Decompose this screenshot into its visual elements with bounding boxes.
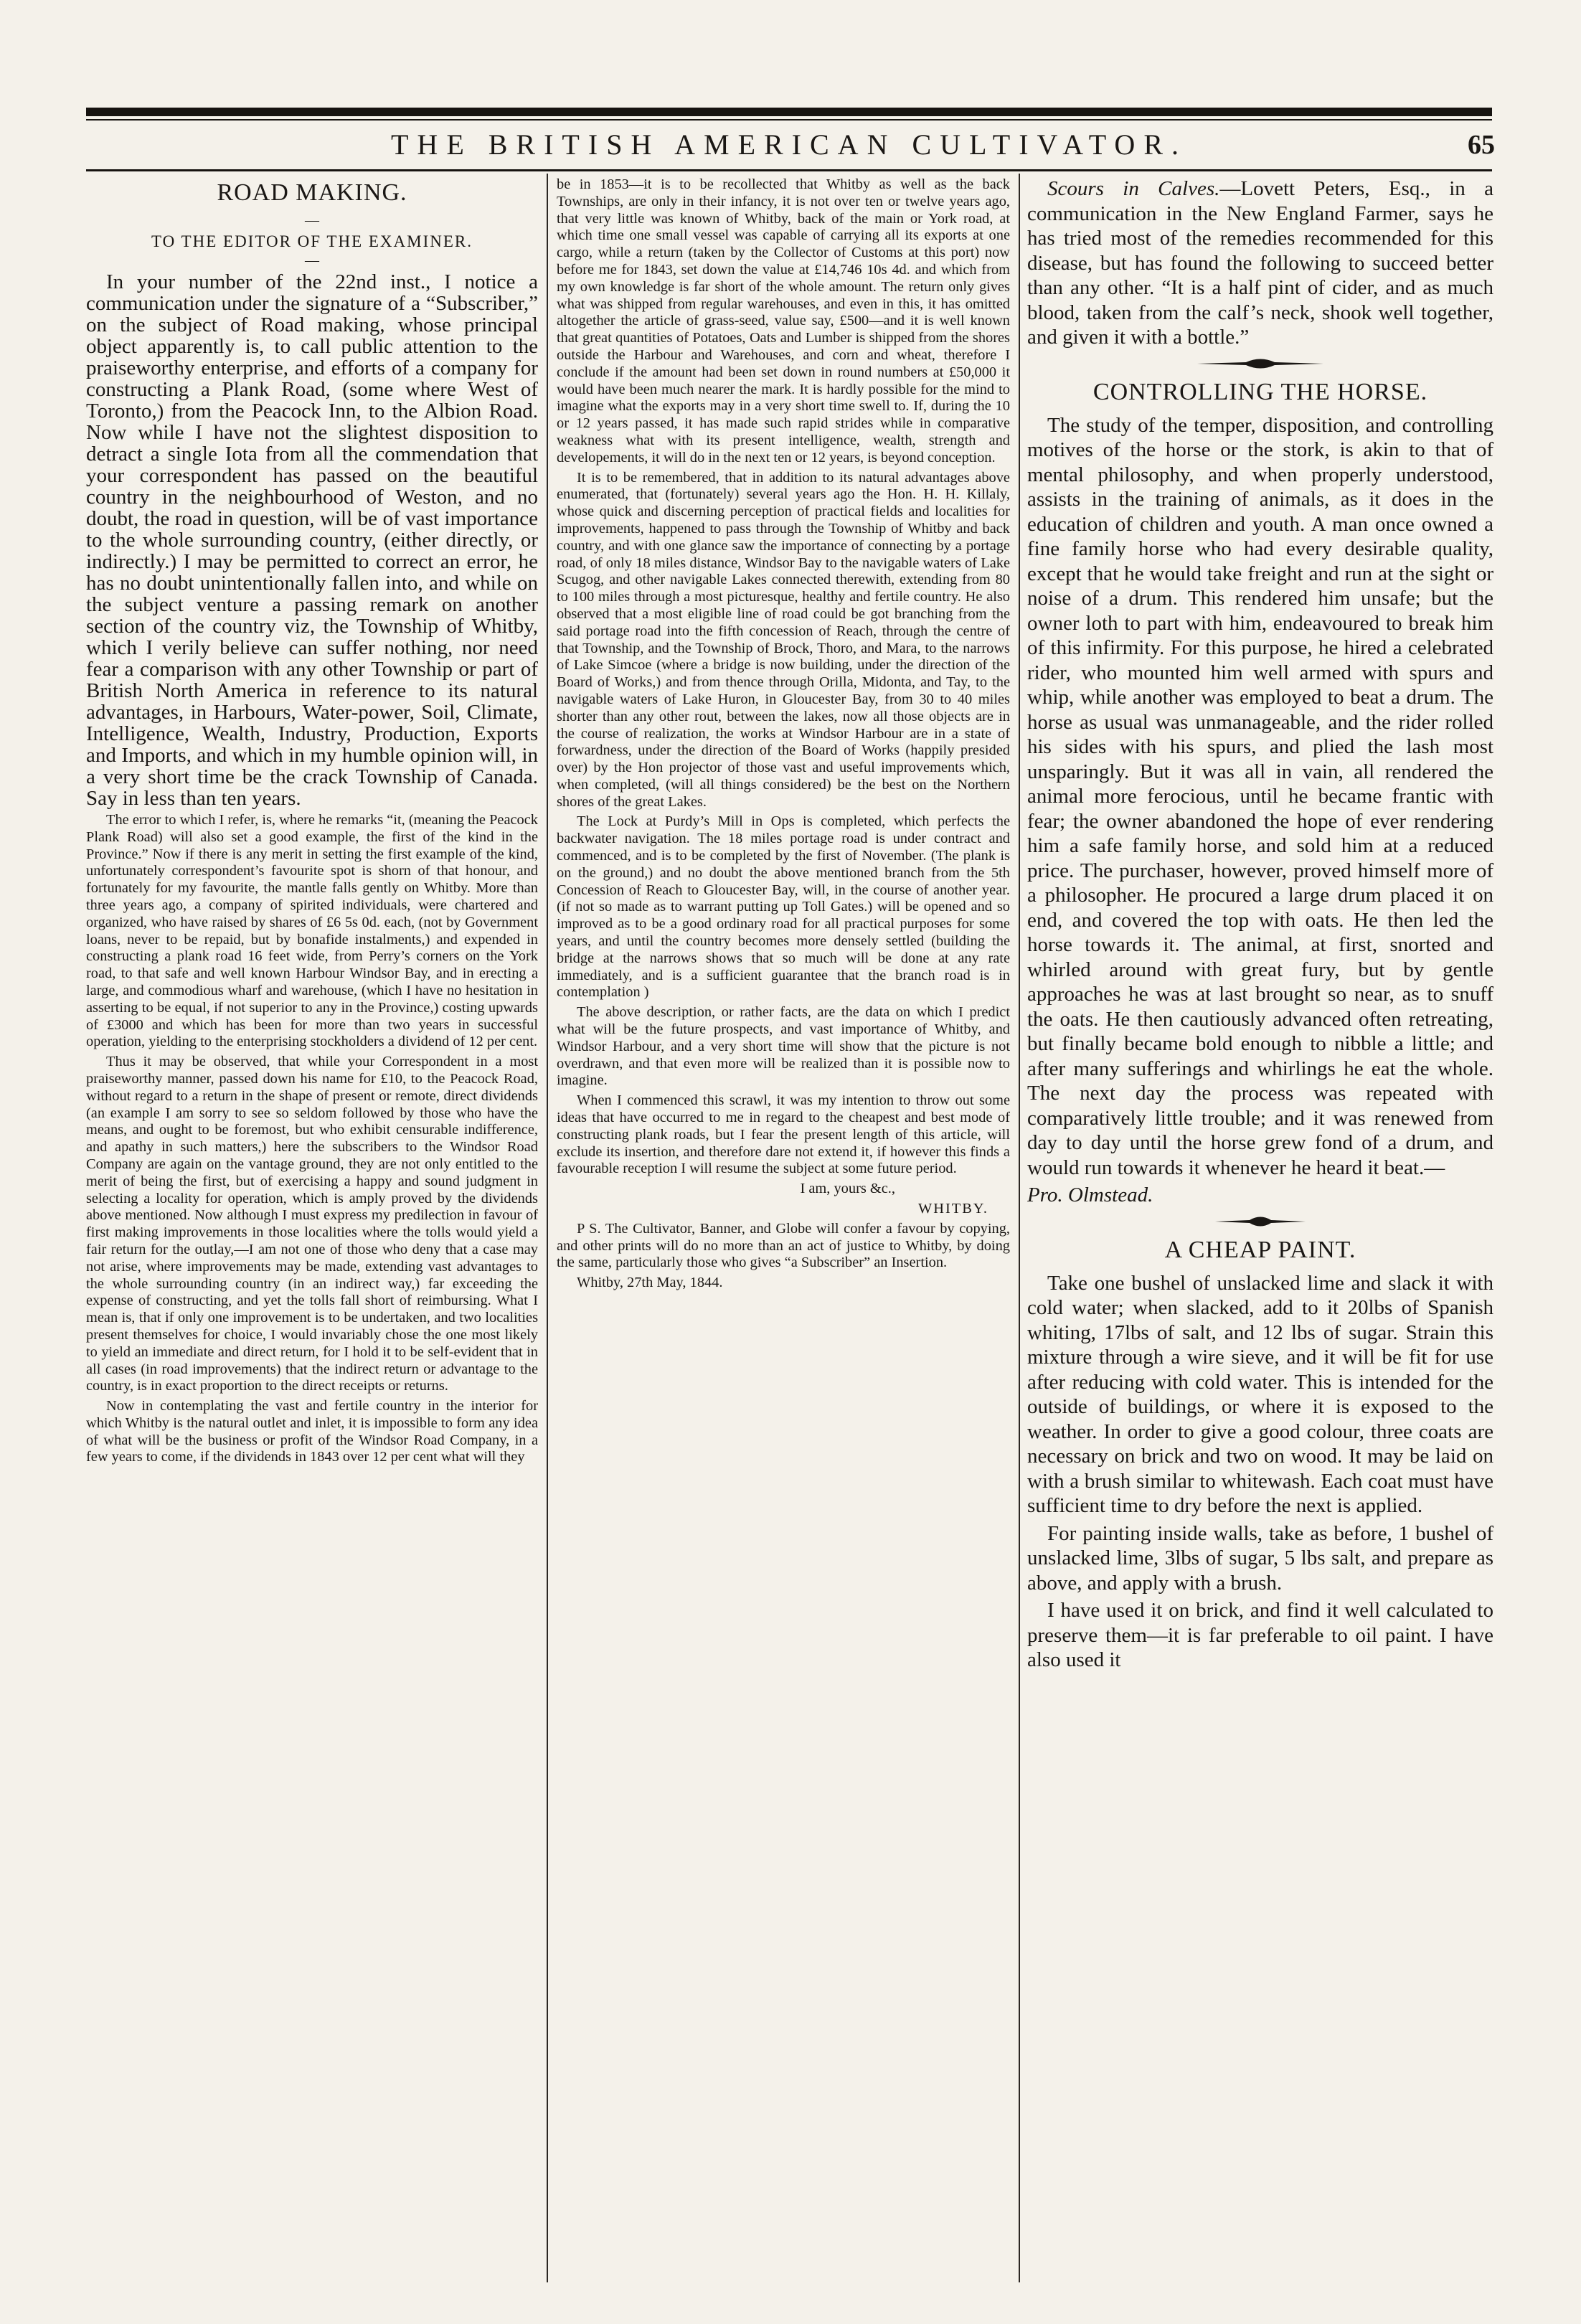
paragraph: be in 1853—it is to be recollected that Whitby as well as the back Townships, are only in their infancy, it is not over ten or twelve years ago, that very little was known of Whitby, back of the main or York road, at which time one small vessel was capable of carrying all its exports at one cargo, while a return (taken by the Collector of Customs at this port) now before me for 1843, set down the value at £14,746 10s 4d. and which from my own knowledge is far short of the whole amount. The return only gives what was shipped from regular warehouses, and even in this, it has omitted altogether the article of grass-seed, value say, £500—and it is well known that great quantities of Potatoes, Oats and Lumber is shipped from the shores outside the Harbour and Warehouses, and corn and wheat, therefore I conclude if the amount had been set down in round numbers at £50,000 it would have been much nearer the mark. It is hardly possible for the mind to imagine what the exports may in a very short time swell to. If, during the 10 or 12 years passed, it has made such rapid strides while in comparative weakness what with its present intelligence, wealth, strength and developements, it will do in the next ten or 12 years, is beyond conception. <box>557 176 1010 466</box>
column-1 <box>86 176 538 2292</box>
paragraph: For painting inside walls, take as before, 1 bushel of unslacked lime, 3lbs of sugar, 5 lbs salt, and prepare as above, and apply with a brush. <box>1027 1521 1493 1595</box>
section-ornament-icon <box>1214 1214 1307 1229</box>
paragraph: Take one bushel of unslacked lime and slack it with cold water; when slacked, add to it 20lbs of Spanish whiting, 17lbs of salt, and 12 lbs of sugar. Strain this mixture through a wire sieve, and it will be fit for use after reducing with cold water. This is intended for the outside of buildings, or where it is exposed to the weather. In order to give a good colour, three coats are necessary on brick and two on wood. It may be laid on with a brush similar to whitewash. Each coat must have sufficient time to dry before the next is applied. <box>1027 1271 1493 1517</box>
header-rule <box>86 169 1492 171</box>
paragraph: The above description, or rather facts, are the data on which I predict what will be the future prospects, and vast importance of Whitby, and Windsor Harbour, and a very short time will show that the picture is not overdrawn, and that even more will be realized than it is possible now to imagine. <box>557 1004 1010 1089</box>
scours-title: Scours in Calves. <box>1047 177 1220 200</box>
column-2 <box>557 176 1010 2292</box>
letter-dateline: Whitby, 27th May, 1844. <box>577 1275 723 1291</box>
subtitle-dash: — <box>305 252 319 268</box>
postscript: P S. The Cultivator, Banner, and Globe will confer a favour by copying, and other prints will do no more than an act of justice to Whitby, by doing the same, particularly those who gives “a Subscriber” an Insertion. <box>557 1220 1010 1271</box>
article-title-road-making: ROAD MAKING. <box>217 179 407 206</box>
paragraph: Thus it may be observed, that while your Correspondent in a most praiseworthy manner, passed down his name for £10, to the Peacock Road, without regard to a return in the shape of present or remote, direct dividends (an example I am sorry to see so seldom followed by those who have the means, and ought to be foremost, but who exhibit censurable indifference, and apathy in such matters,) here the subscribers to the Windsor Road Company are again on the vantage ground, they are not only entitled to the merit of being the first, but of exercising a happy and sound judgment in selecting a locality for operation, which is amply proved by the dividends above mentioned. Now although I must express my predilection in favour of first making improvements in those localities where the tolls would yield a fair return for the outlay,—I am not one of those who deny that a case may not arise, where improvements may be made, extending vast advantages to the whole surrounding country (in an indirect way,) far exceeding the expense of constructing, and yet the tolls fall short of reimbursing. What I mean is, that if only one improvement is to be undertaken, and two localities present themselves for choice, I would invariably chose the one most likely to yield an immediate and direct return, for I hold it to be self-evident that in all cases (in road improvements) that the indirect return or advantage to the country, is in exact proportion to the direct receipts or returns. <box>86 1054 538 1394</box>
letter-closing: I am, yours &c., <box>800 1181 895 1197</box>
paragraph: Now in contemplating the vast and fertile country in the interior for which Whitby is the natural outlet and inlet, it is impossible to form any idea of what will be the business or profit of the Windsor Road Company, in a few years to come, if the dividends in 1843 over 12 per cent what will they <box>86 1398 538 1465</box>
paragraph: The Lock at Purdy’s Mill in Ops is completed, which perfects the backwater navigation. The 18 miles portage road is under contract and commenced, and is to be completed by the first of November. (The plank is on the ground,) and no doubt the above mentioned branch from the 5th Concession of Reach to Gloucester Bay, will, in the course of another year. (if not so made as to warrant putting up Toll Gates.) will be opened and so improved as to be a good ordinary road for all practical purposes for some years, and until the country becomes more densely settled (building the bridge at the narrows shows that so much will be done at any rate immediately, and is a sufficient guarantee that the branch road is in contemplation ) <box>557 813 1010 1001</box>
top-fine-rule <box>86 119 1492 121</box>
column-divider-1 <box>547 174 548 2282</box>
top-heavy-rule <box>86 108 1492 116</box>
paragraph: The error to which I refer, is, where he remarks “it, (meaning the Peacock Plank Road) will also set a good example, the first of the kind in the Province.” Now if there is any merit in setting the first example of the kind, unfortunately correspondent’s favourite spot is shorn of that honour, and fortunately for my favourite, the mantle falls gently on Whitby. More than three years ago, a company of spirited individuals, were chartered and organized, who have raised by shares of £6 5s 0d. each, (not by Government loans, never to be repaid, but by bonafide instalments,) and expended in constructing a plank road 16 feet wide, from Perry’s corners on the York road, to that safe and well known Harbour Windsor Bay, and in erecting a large, and commodious wharf and warehouse, (which I have no hesitation in asserting to be equal, if not superior to any in the Province,) costing upwards of £3000 and which has been for more than two years in successful operation, yielding to the enterprising stockholders a dividend of 12 per cent. <box>86 812 538 1050</box>
scours-body: —Lovett Peters, Esq., in a communication in the New England Farmer, says he has tried most of the remedies recommended for this disease, but has found the following to succeed better than any other. “It is a half pint of cider, and as much blood, taken from the calf’s neck, shook well together, and given it with a bottle.” <box>1027 177 1493 349</box>
article-title-cheap-paint: A CHEAP PAINT. <box>1164 1236 1356 1263</box>
paragraph: When I commenced this scrawl, it was my intention to throw out some ideas that have occurred to me in regard to the cheapest and best mode of constructing plank roads, but I fear the present length of this article, will exclude its insertion, and therefore dare not extend it, if however this finds a favourable reception I will resume the subject at some future period. <box>557 1092 1010 1177</box>
paragraph: The study of the temper, disposition, and controlling motives of the horse or the stork, is akin to that of mental philosophy, and when properly understood, assists in the training of animals, as it does in the education of children and youth. A man once owned a fine family horse who had every desirable quality, except that he would take freight and run at the sight or noise of a drum. This rendered him unsafe; but the owner loth to part with him, endeavoured to break him of this infirmity. For this purpose, he hired a celebrated rider, who mounted him well armed with spurs and whip, while another was employed to beat a drum. The horse as usual was unmanageable, and the rider rolled his sides with his spurs, and plied the lash most unsparingly. But it was all in vain, all rendered the animal more ferocious, until he became frantic with fear; the owner abandoned the hope of ever rendering him a safe family horse, and sold him at a reduced price. The purchaser, however, proved himself more of a philosopher. He procured a large drum placed it on end, and covered the top with oats. He then led the horse towards it. The animal, at first, snorted and whirled around with great fury, but by gentle approaches he was at last brought so near, as to snuff the oats. He then cautiously advanced often retreating, but finally became bold enough to nibble a little; and after many sufferings and whirlings he eat the whole. The next day the process was repeated with comparatively little trouble; and it was renewed from day to day until the horse grew fond of a drum, and would run towards it whenever he heard it beat.— <box>1027 413 1493 1179</box>
scours-item <box>1027 176 1493 350</box>
section-ornament-icon <box>1196 356 1325 372</box>
article-subtitle: TO THE EDITOR OF THE EXAMINER. <box>151 232 473 250</box>
title-dash: — <box>305 212 319 228</box>
letter-signature: WHITBY. <box>917 1201 988 1217</box>
paragraph: It is to be remembered, that in addition to its natural advantages above enumerated, that (fortunately) several years ago the Hon. H. H. Killaly, whose quick and discerning perception of practical fields and localities for improvements, happened to pass through the Township of Whitby and back country, and with one glance saw the importance of connecting by a portage road, of only 18 miles distance, Windsor Bay to the navigable waters of Lake Scugog, and other navigable Lakes connected therewith, extending from 80 to 100 miles through a most picturesque, healthy and fertile country. He also observed that a most eligible line of road could be got branching from the said portage road into the fifth concession of Reach, through the centre of that Township, and the Township of Brock, Thoro, and Mara, to the narrows of Lake Simcoe (where a bridge is now building, under the direction of the Board of Works,) and from thence through Orilla, Midonta, and Tay, to the navigable waters of Lake Huron, in Gloucester Bay, from 30 to 40 miles shorter than any other rout, between the lakes, now all those objects are in the course of realization, the works at Windsor Harbour are in a state of forwardness, under the direction of the Board of Works (happily presided over) by the Hon projector of those vast and useful improvements which, when completed, (will all things considered) be the best on the Northern shores of the great Lakes. <box>557 469 1010 810</box>
column-divider-2 <box>1019 174 1020 2282</box>
paragraph: I have used it on brick, and find it well calculated to preserve them—it is far preferable to oil paint. I have also used it <box>1027 1599 1493 1671</box>
article-credit: Pro. Olmstead. <box>1027 1184 1153 1206</box>
running-title: THE BRITISH AMERICAN CULTIVATOR. <box>391 128 1187 161</box>
article-title-controlling-horse: CONTROLLING THE HORSE. <box>1092 378 1428 405</box>
running-head <box>86 123 1492 166</box>
paragraph: In your number of the 22nd inst., I notice a communication under the signature of a “Subscriber,” on the subject of Road making, whose principal object apparently is, to call public attention to the praiseworthy enterprise, and efforts of a company for constructing a Plank Road, (some where West of Toronto,) from the Peacock Inn, to the Albion Road. Now while I have not the slightest disposition to detract a single Iota from all the commendation that your correspondent has passed on the beautiful country in the neighbourhood of Weston, and no doubt, the road in question, will be of vast importance to the whole surrounding country, (either directly, or indirectly.) I may be permitted to correct an error, he has no doubt unintentionally fallen into, and while on the subject venture a passing remark on another section of the country viz, the Township of Whitby, which I verily believe can suffer nothing, nor need fear a comparison with any other Township or part of British North America in reference to its natural advantages, in Harbours, Water-power, Soil, Climate, Intelligence, Wealth, Industry, Production, Exports and Imports, and which in my humble opinion will, in a very short time be the crack Township of Canada. Say in less than ten years. <box>86 270 538 810</box>
column-3 <box>1027 176 1493 2292</box>
page-number: 65 <box>1468 130 1495 160</box>
